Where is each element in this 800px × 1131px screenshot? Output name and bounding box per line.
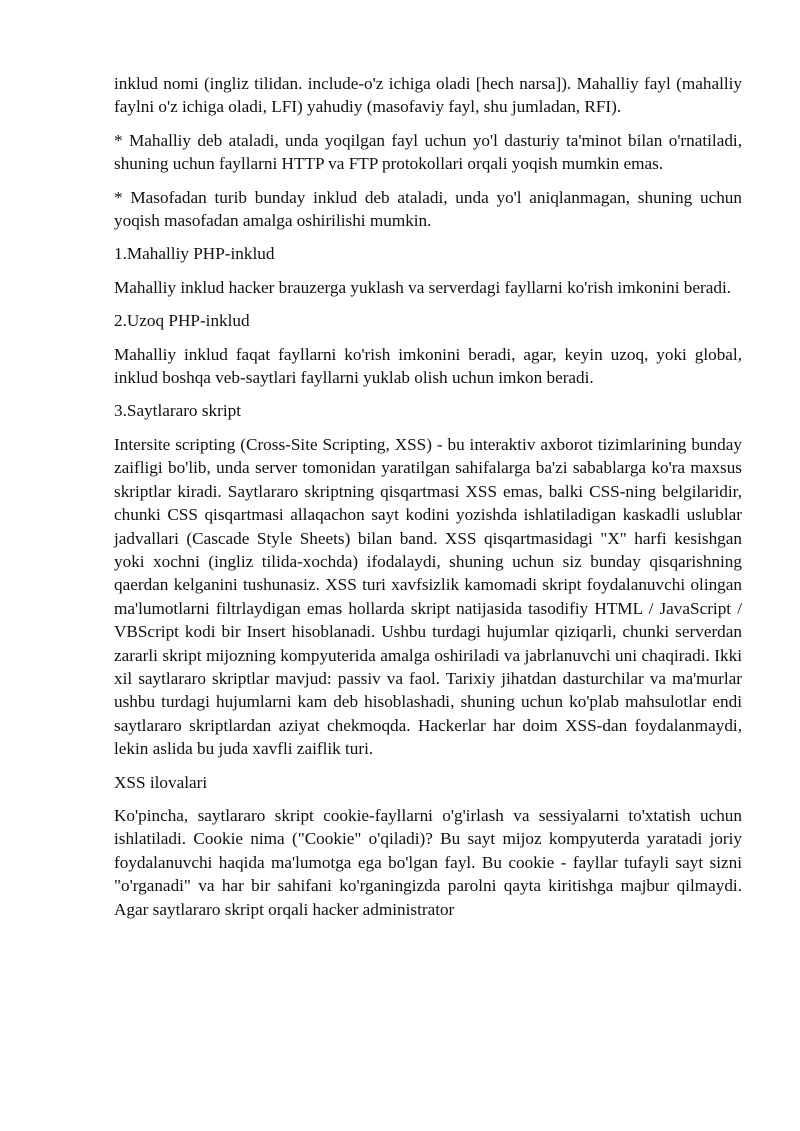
document-page [114,72,742,931]
paragraph-inklud-definition: inklud nomi (ingliz tilidan. include-o'z ichiga oladi [hech narsa]). Mahalliy fayl (mahalliy faylni o'z ichiga oladi, LFI) yahudiy (masofaviy fayl, shu jumladan, RFI). [114,74,742,117]
heading-remote-php-inklud: 2.Uzoq PHP-inklud [114,311,250,331]
paragraph-xss-applications: Ko'pincha, saytlararo skript cookie-fayllarni o'g'irlash va sessiyalarni to'xtatish uchun ishlatiladi. Cookie nima ("Cookie" o'qiladi)? Bu sayt mijoz kompyuterda yaratadi joriy foydalanuvchi haqida ma'lumotga ega bo'lgan fayl. Bu cookie - fayllar tufayli sayt sizni "o'rganadi" va har bir sahifani ko'rganingizda parolni qayta kiritishga majbur qilmaydi. Agar saytlararo skript orqali hacker administrator [114,805,742,919]
heading-xss-applications: XSS ilovalari [114,772,208,792]
paragraph-local-inklud: * Mahalliy deb ataladi, unda yoqilgan fayl uchun yo'l dasturiy ta'minot bilan o'rnatiladi, shuning uchun fayllarni HTTP va FTP protokollari orqali yoqish mumkin emas. [114,130,742,174]
paragraph-cross-site-scripting: Intersite scripting (Cross-Site Scripting, XSS) - bu interaktiv axborot tizimlarining bunday zaifligi bo'lib, unda server tomonidan yaratilgan sahifalarga ba'zi sabablarga ko'ra maxsus skriptlar kiradi. Saytlararo skriptning qisqartmasi XSS emas, balki CSS-ning belgilaridir, chunki CSS qisqartmasi allaqachon sayt kodini yozishda ishlatiladigan kaskadli uslublar jadvallari (Cascade Style Sheets) bilan band. XSS qisqartmasidagi "X" harfi kesishgan yoki xochni (ingliz tilida-xochda) ifodalaydi, shuning uchun siz bunday qisqarishning qaerdan kelganini tushunasiz. XSS turi xavfsizlik kamomadi skript foydalanuvchi olingan ma'lumotlarni filtrlaydigan emas hollarda skript natijasida tasodifiy HTML / JavaScript / VBScript kodi bir Insert hisoblanadi. Ushbu turdagi hujumlar qiziqarli, chunki serverdan zararli skript mijozning kompyuterida amalga oshiriladi va jabrlanuvchi uni chaqiradi. Ikki xil saytlararo skriptlar mavjud: passiv va faol. Tarixiy jihatdan dasturchilar va ma'murlar ushbu turdagi hujumlarni kam deb hisoblashadi, shuning uchun ko'plab mahsulotlar endi saytlararo skriptlardan aziyat chekmoqda. Hackerlar har doim XSS-dan foydalanmaydi, lekin aslida bu juda xavfli zaiflik turi. [114,434,742,759]
paragraph-remote-inklud: * Masofadan turib bunday inklud deb ataladi, unda yo'l aniqlanmagan, shuning uchun yoqish masofadan amalga oshirilishi mumkin. [114,187,742,231]
paragraph-remote-php-inklud: Mahalliy inklud faqat fayllarni ko'rish imkonini beradi, agar, keyin uzoq, yoki global, inklud boshqa veb-saytlari fayllarni yuklab olish uchun imkon beradi. [114,344,742,388]
paragraph-local-php-inklud: Mahalliy inklud hacker brauzerga yuklash va serverdagi fayllarni ko'rish imkonini beradi. [114,277,732,297]
heading-cross-site-scripting: 3.Saytlararo skript [114,401,241,421]
heading-local-php-inklud: 1.Mahalliy PHP-inklud [114,244,275,264]
